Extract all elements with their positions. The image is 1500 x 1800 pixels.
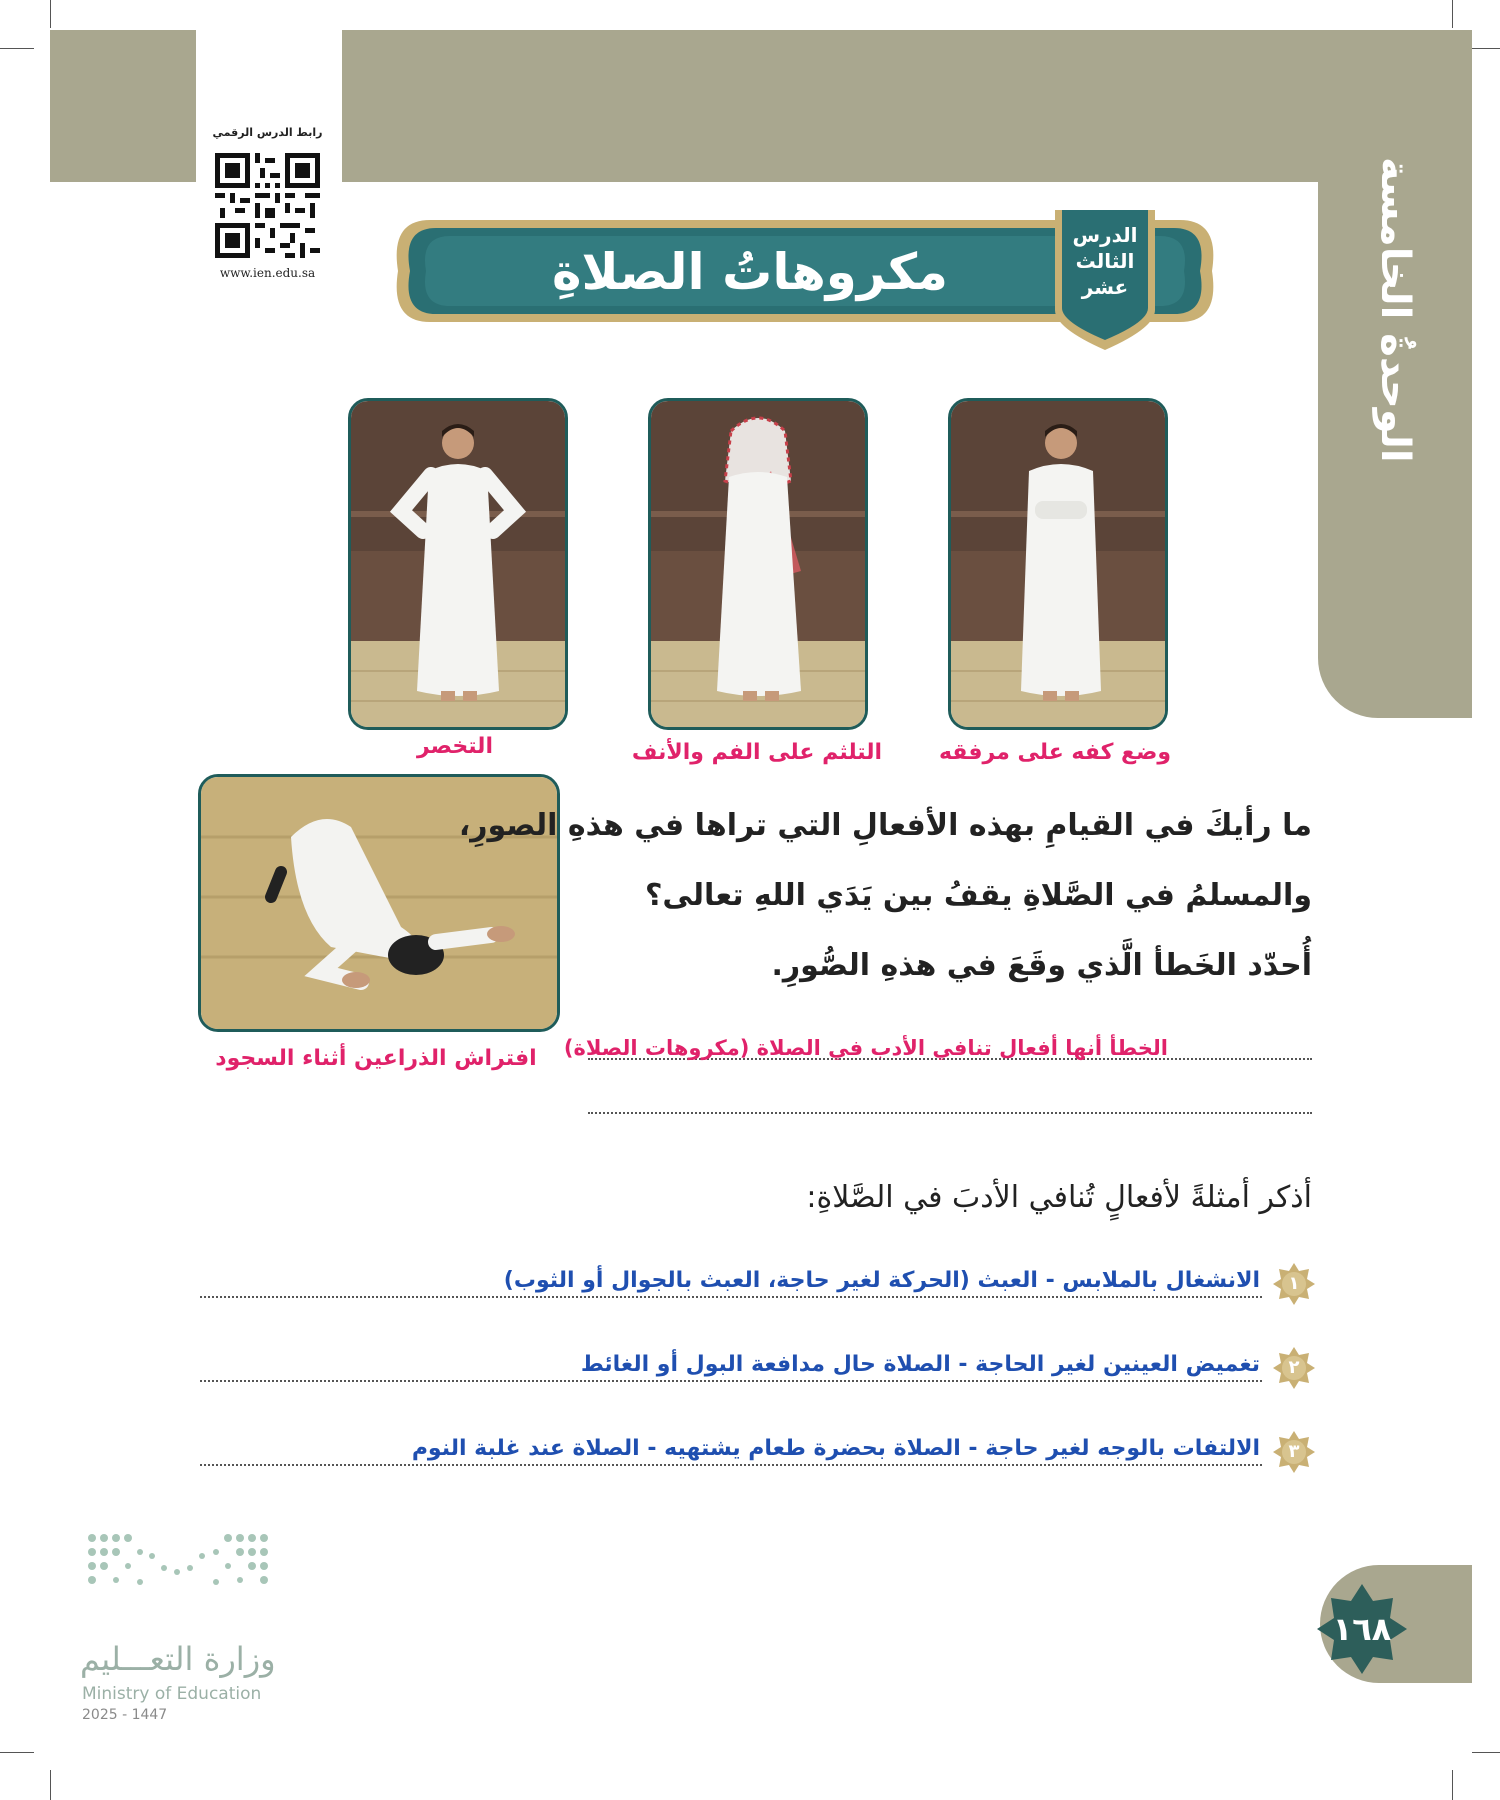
caption-veil: التلثم على الفم والأنف	[631, 740, 883, 765]
examples-prompt: أذكر أمثلةً لأفعالٍ تُنافي الأدبَ في الصَّلاةِ:	[806, 1180, 1312, 1215]
item-number: ٢	[1288, 1357, 1300, 1378]
answer-text[interactable]: الخطأ أنها أفعال تنافي الأدب في الصلاة (مكروهات الصلاة)	[563, 1036, 1168, 1060]
crop-mark	[50, 0, 51, 28]
header-band	[342, 30, 1472, 182]
boy-with-shemagh-image	[651, 401, 865, 727]
lesson-number	[1058, 222, 1152, 300]
caption-akimbo: التخصر	[416, 734, 493, 759]
unit-title-text: الوحدةُ الخامسة	[1372, 157, 1418, 463]
example-answer-3[interactable]: الالتفات بالوجه لغير حاجة - الصلاة بحضرة طعام يشتهيه - الصلاة عند غلبة النوم	[411, 1436, 1260, 1461]
example-answer-2[interactable]: تغميض العينين لغير الحاجة - الصلاة حال مدافعة البول أو الغائط	[580, 1352, 1260, 1377]
lesson-badge-line: الثالث	[1075, 249, 1135, 273]
photo-akimbo	[348, 398, 568, 730]
crop-mark	[1452, 1770, 1453, 1800]
example-line-3[interactable]	[200, 1464, 1262, 1466]
example-answer-1[interactable]: الانشغال بالملابس - العبث (الحركة لغير حاجة، العبث بالجوال أو الثوب)	[503, 1268, 1260, 1293]
edition-year: 2025 - 1447	[82, 1707, 168, 1723]
crop-mark	[1472, 1752, 1500, 1753]
ministry-logo-icon	[82, 1528, 272, 1618]
qr-url[interactable]: www.ien.edu.sa	[219, 266, 316, 280]
photo-hand-on-elbow	[948, 398, 1168, 730]
crop-mark	[0, 48, 34, 49]
example-line-1[interactable]	[200, 1296, 1262, 1298]
answer-line-empty[interactable]	[588, 1112, 1312, 1114]
unit-title	[1320, 150, 1470, 470]
boy-hands-on-hips-image	[351, 401, 565, 727]
question-line-1: ما رأيكَ في القيامِ بهذه الأفعالِ التي تراها في هذهِ الصورِ،	[458, 808, 1312, 843]
page-number: ١٦٨	[1332, 1610, 1392, 1648]
question-line-2: والمسلمُ في الصَّلاةِ يقفُ بين يَدَي اللهِ تعالى؟	[645, 878, 1312, 913]
example-line-2[interactable]	[200, 1380, 1262, 1382]
ministry-name-english: Ministry of Education	[82, 1684, 262, 1704]
question-line-3: أُحدّد الخَطأ الَّذي وقَعَ في هذهِ الصُّورِ.	[771, 948, 1312, 983]
ministry-name-arabic: وزارة التعـــليم	[80, 1640, 276, 1678]
qr-code-icon[interactable]	[215, 153, 320, 258]
lesson-badge-line: الدرس	[1072, 223, 1138, 247]
caption-sujood: افتراش الذراعين أثناء السجود	[215, 1046, 537, 1071]
lesson-badge-line: عشر	[1081, 275, 1129, 299]
lesson-title: مكروهاتُ الصلاةِ	[552, 243, 948, 301]
crop-mark	[50, 1770, 51, 1800]
qr-label: رابط الدرس الرقمي	[212, 126, 323, 139]
boy-standing-image	[951, 401, 1165, 727]
photo-veil	[648, 398, 868, 730]
header-band-left	[50, 30, 196, 182]
item-number: ١	[1288, 1273, 1300, 1294]
crop-mark	[1452, 0, 1453, 28]
crop-mark	[0, 1752, 34, 1753]
crop-mark	[1472, 48, 1500, 49]
item-number: ٣	[1288, 1441, 1300, 1462]
caption-hand-on-elbow: وضع كفه على مرفقه	[938, 740, 1172, 765]
